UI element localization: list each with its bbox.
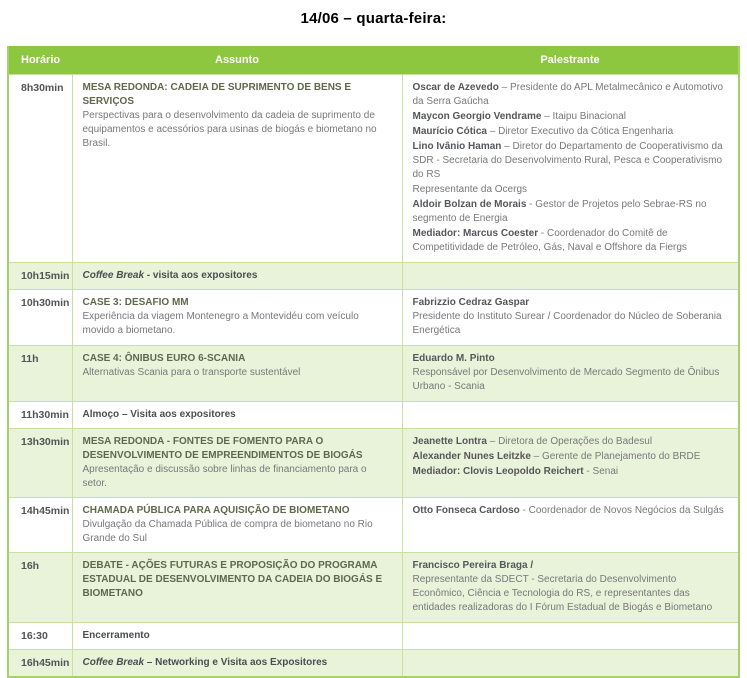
speaker-name: Mediador: Marcus Coester bbox=[412, 228, 539, 239]
speaker-role: – Diretor Executivo da Cótica Engenharia bbox=[486, 126, 674, 137]
agenda-row bbox=[8, 290, 739, 346]
agenda-row bbox=[8, 75, 739, 263]
speaker-entry bbox=[413, 110, 729, 124]
session-time: 10h30min bbox=[8, 290, 72, 346]
session-title: MESA REDONDA - FONTES DE FOMENTO PARA O DESENVOLVIMENTO DE EMPREENDIMENTOS DE BIOGÁS bbox=[82, 436, 363, 461]
speaker-name: Maycon Georgio Vendrame bbox=[412, 111, 542, 122]
speaker-role: – Diretora de Operações do Badesul bbox=[486, 436, 653, 447]
session-subject-cell bbox=[72, 429, 402, 498]
table-head bbox=[8, 46, 739, 75]
break-text: Almoço – Visita aos expositores bbox=[82, 409, 236, 420]
speaker-entry bbox=[413, 465, 729, 479]
speaker-name: Francisco Pereira Braga / bbox=[412, 560, 534, 571]
speaker-role: Responsável por Desenvolvimento de Mercado Segmento de Ônibus Urbano - Scania bbox=[412, 367, 720, 392]
session-time: 10h15min bbox=[8, 263, 72, 290]
session-speakers-cell bbox=[402, 623, 739, 650]
agenda-row bbox=[8, 346, 739, 402]
speaker-name: Oscar de Azevedo bbox=[412, 82, 499, 93]
session-speakers-cell bbox=[402, 346, 739, 402]
session-description: Apresentação e discussão sobre linhas de financiamento para o setor. bbox=[82, 464, 367, 489]
session-speakers-cell bbox=[402, 402, 739, 429]
speaker-role: Presidente do Instituto Surear / Coordenador do Núcleo de Soberania Energética bbox=[412, 311, 722, 336]
break-italic-label: Coffee Break bbox=[82, 270, 145, 281]
agenda-row bbox=[8, 402, 739, 429]
session-speakers-cell bbox=[402, 650, 739, 678]
session-subject-cell bbox=[72, 346, 402, 402]
session-description: Experiência da viagem Montenegro a Montevidéu com veículo movido a biometano. bbox=[82, 311, 359, 336]
speaker-role: Representante da SDECT - Secretaria do Desenvolvimento Econômico, Ciência e Tecnologia do RS, e representantes das entidades realizadoras do I Fórum Estadual de Biogás e Biometano bbox=[412, 574, 713, 613]
speaker-role: - Coordenador de Novos Negócios da Sulgás bbox=[519, 505, 724, 516]
session-speakers-cell bbox=[402, 290, 739, 346]
session-title: CASE 4: ÔNIBUS EURO 6-SCANIA bbox=[82, 353, 246, 364]
session-subject-cell bbox=[72, 290, 402, 346]
column-header-assunto: Assunto bbox=[72, 46, 402, 75]
speaker-role: Representante da Ocergs bbox=[412, 184, 528, 195]
session-subject-cell bbox=[72, 553, 402, 623]
session-speakers-cell bbox=[402, 75, 739, 263]
session-description: Perspectivas para o desenvolvimento da cadeia de suprimento de equipamentos e acessórios para usinas de biogás e biometano no Brasil. bbox=[82, 110, 377, 149]
speaker-name: Alexander Nunes Leitzke bbox=[412, 451, 531, 462]
speaker-entry bbox=[413, 183, 729, 197]
table-body bbox=[8, 75, 739, 678]
agenda-row bbox=[8, 498, 739, 553]
session-subject-cell bbox=[72, 623, 402, 650]
speaker-name: Otto Fonseca Cardoso bbox=[412, 505, 520, 516]
session-subject-cell bbox=[72, 498, 402, 553]
session-speakers-cell bbox=[402, 553, 739, 623]
session-time: 11h30min bbox=[8, 402, 72, 429]
speaker-entry bbox=[413, 81, 729, 109]
session-title: CHAMADA PÚBLICA PARA AQUISIÇÃO DE BIOMETANO bbox=[82, 505, 350, 516]
column-header-horario: Horário bbox=[8, 46, 72, 75]
agenda-row bbox=[8, 429, 739, 498]
speaker-entry bbox=[413, 352, 729, 394]
speaker-entry bbox=[413, 125, 729, 139]
session-subject-cell bbox=[72, 75, 402, 263]
speaker-name: Fabrizzio Cedraz Gaspar bbox=[412, 297, 530, 308]
break-italic-label: Coffee Break bbox=[82, 657, 145, 668]
speaker-name: Eduardo M. Pinto bbox=[412, 353, 495, 364]
speaker-role: – Gerente de Planejamento do BRDE bbox=[530, 451, 701, 462]
speaker-role: - Coordenador do Comitê de Competitividade de Petróleo, Gás, Naval e Offshore da Fiergs bbox=[412, 228, 687, 253]
speaker-entry bbox=[413, 435, 729, 449]
session-time: 8h30min bbox=[8, 75, 72, 263]
session-speakers-cell bbox=[402, 498, 739, 553]
speaker-entry bbox=[413, 450, 729, 464]
speaker-name: Mediador: Clovis Leopoldo Reichert bbox=[412, 466, 584, 477]
session-speakers-cell bbox=[402, 429, 739, 498]
table-header-row bbox=[8, 46, 739, 75]
session-time: 14h45min bbox=[8, 498, 72, 553]
session-title: MESA REDONDA: CADEIA DE SUPRIMENTO DE BENS E SERVIÇOS bbox=[82, 82, 352, 107]
speaker-entry bbox=[413, 504, 729, 518]
speaker-entry bbox=[413, 140, 729, 182]
break-text: - visita aos expositores bbox=[144, 270, 258, 281]
agenda-row bbox=[8, 623, 739, 650]
session-subject-cell bbox=[72, 263, 402, 290]
speaker-name: Jeanette Lontra bbox=[412, 436, 487, 447]
session-time: 16h45min bbox=[8, 650, 72, 678]
session-speakers-cell bbox=[402, 263, 739, 290]
session-time: 11h bbox=[8, 346, 72, 402]
speaker-name: Aldoir Bolzan de Morais bbox=[412, 199, 527, 210]
speaker-entry bbox=[413, 198, 729, 226]
page-title: 14/06 – quarta-feira: bbox=[300, 10, 447, 27]
break-text: Encerramento bbox=[82, 630, 150, 641]
break-text: – Networking e Visita aos Expositores bbox=[144, 657, 328, 668]
speaker-name: Maurício Cótica bbox=[412, 126, 487, 137]
speaker-entry bbox=[413, 559, 729, 615]
session-time: 16h bbox=[8, 553, 72, 623]
agenda-row bbox=[8, 263, 739, 290]
break-label bbox=[83, 656, 392, 670]
session-title: CASE 3: DESAFIO MM bbox=[82, 297, 189, 308]
agenda-row bbox=[8, 650, 739, 678]
speaker-entry bbox=[413, 227, 729, 255]
speaker-entry bbox=[413, 296, 729, 338]
session-time: 13h30min bbox=[8, 429, 72, 498]
agenda-table bbox=[7, 46, 740, 678]
speaker-name: Lino Ivânio Haman bbox=[412, 141, 502, 152]
session-subject-cell bbox=[72, 402, 402, 429]
session-subject-cell bbox=[72, 650, 402, 678]
session-description: Divulgação da Chamada Pública de compra de biometano no Rio Grande do Sul bbox=[82, 519, 373, 544]
break-label bbox=[83, 408, 392, 422]
speaker-role: - Senai bbox=[583, 466, 619, 477]
speaker-role: – Presidente do APL Metalmecânico e Automotivo da Serra Gaúcha bbox=[412, 82, 724, 107]
speaker-role: - Gestor de Projetos pelo Sebrae-RS no segmento de Energia bbox=[412, 199, 707, 224]
agenda-row bbox=[8, 553, 739, 623]
speaker-role: – Itaipu Binacional bbox=[541, 111, 626, 122]
column-header-palestrante: Palestrante bbox=[402, 46, 739, 75]
speaker-role: – Diretor do Departamento de Cooperativismo da SDR - Secretaria do Desenvolvimento Rural, Pesca e Cooperativismo do RS bbox=[412, 141, 723, 180]
break-label bbox=[83, 269, 392, 283]
break-label bbox=[83, 629, 392, 643]
session-time: 16:30 bbox=[8, 623, 72, 650]
session-title: DEBATE - AÇÕES FUTURAS E PROPOSIÇÃO DO PROGRAMA ESTADUAL DE DESENVOLVIMENTO DA CADEIA DO BIOGÁS E BIOMETANO bbox=[82, 560, 383, 599]
session-description: Alternativas Scania para o transporte sustentável bbox=[82, 367, 301, 378]
